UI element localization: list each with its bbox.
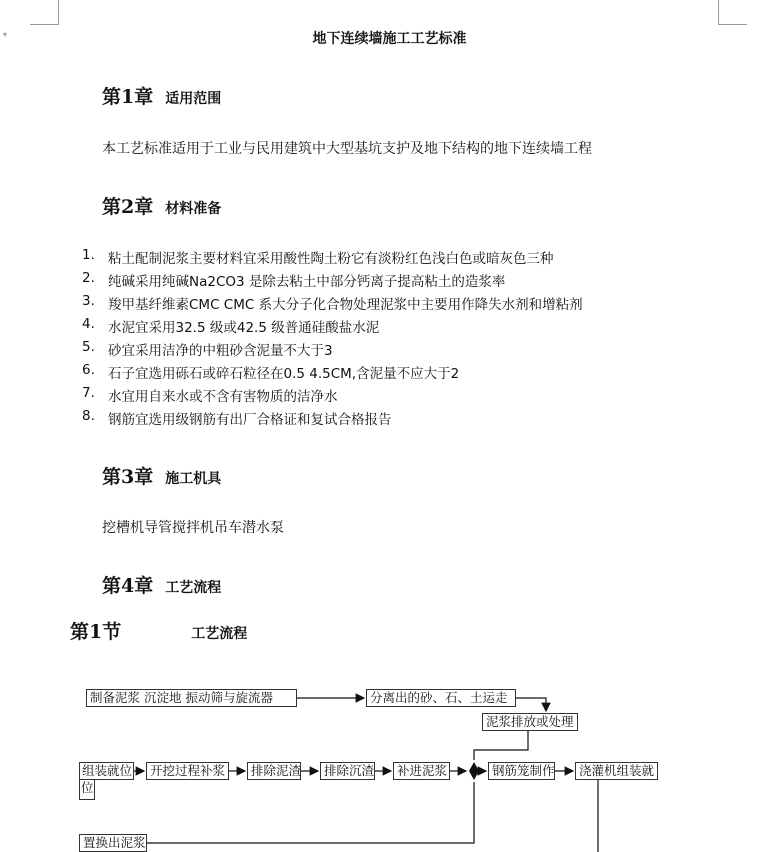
flow-box-replace: 置换出泥浆 (79, 834, 147, 852)
chapter-number: 第4章 (102, 575, 154, 597)
flow-box-remove-sediment: 排除沉渣 (320, 762, 375, 780)
section-title: 工艺流程 (191, 626, 248, 642)
list-number: 8. (82, 408, 95, 424)
list-number: 7. (82, 385, 95, 401)
chapter-title: 施工机具 (165, 471, 222, 487)
flow-box-assemble-line1: 组装就位 (79, 762, 134, 780)
flow-box-excavate: 开挖过程补浆 (146, 762, 229, 780)
chapter-number: 第2章 (102, 196, 154, 218)
list-text: 粘土配制泥浆主要材料宜采用酸性陶土粉它有淡粉红色浅白色或暗灰色三种 (108, 251, 554, 267)
chapter-number: 第1章 (102, 86, 154, 108)
flow-box-assemble-line2: 位 (79, 780, 95, 800)
list-text: 砂宜采用洁净的中粗砂含泥量不大于3 (108, 343, 333, 359)
flow-box-rebar-cage: 钢筋笼制作 (488, 762, 555, 780)
list-number: 6. (82, 362, 95, 378)
list-text: 水宜用自来水或不含有害物质的洁净水 (108, 389, 338, 405)
list-text: 羧甲基纤维素CMC CMC 系大分子化合物处理泥浆中主要用作降失水剂和增粘剂 (108, 297, 583, 313)
flow-box-remove-slurry: 排除泥渣 (247, 762, 301, 780)
document-title: 地下连续墙施工工艺标准 (312, 31, 467, 47)
chapter-number: 第3章 (102, 466, 154, 488)
list-number: 2. (82, 270, 95, 286)
flow-box-make-slurry: 制备泥浆 沉淀地 振动筛与旋流器 (86, 689, 297, 707)
chapter-title: 工艺流程 (165, 580, 222, 596)
flow-box-fill-slurry: 补进泥浆 (393, 762, 450, 780)
list-number: 1. (82, 247, 95, 263)
flow-box-separate: 分离出的砂、石、土运走 (366, 689, 516, 707)
collapse-marker-icon[interactable]: ▾ (3, 30, 8, 39)
list-text: 水泥宜采用32.5 级或42.5 级普通硅酸盐水泥 (108, 320, 380, 336)
scope-paragraph: 本工艺标准适用于工业与民用建筑中大型基坑支护及地下结构的地下连续墙工程 (102, 141, 592, 157)
list-text: 石子宜选用砾石或碎石粒径在0.5 4.5CM,含泥量不应大于2 (108, 366, 460, 382)
flow-box-assemble (79, 762, 134, 802)
list-number: 4. (82, 316, 95, 332)
flow-box-pour: 浇灌机组装就 (575, 762, 658, 780)
tools-paragraph: 挖槽机导管搅拌机吊车潜水泵 (102, 520, 284, 536)
list-number: 3. (82, 293, 95, 309)
chapter-title: 材料准备 (165, 201, 222, 217)
list-text: 纯碱采用纯碱Na2CO3 是除去粘土中部分钙离子提高粘土的造浆率 (108, 274, 506, 290)
list-number: 5. (82, 339, 95, 355)
list-text: 钢筋宜选用级钢筋有出厂合格证和复试合格报告 (108, 412, 392, 428)
chapter-title: 适用范围 (165, 91, 222, 107)
flow-box-discharge: 泥浆排放或处理 (482, 713, 578, 731)
junction-diamond-icon (469, 762, 479, 780)
section-number: 第1节 (70, 621, 122, 643)
